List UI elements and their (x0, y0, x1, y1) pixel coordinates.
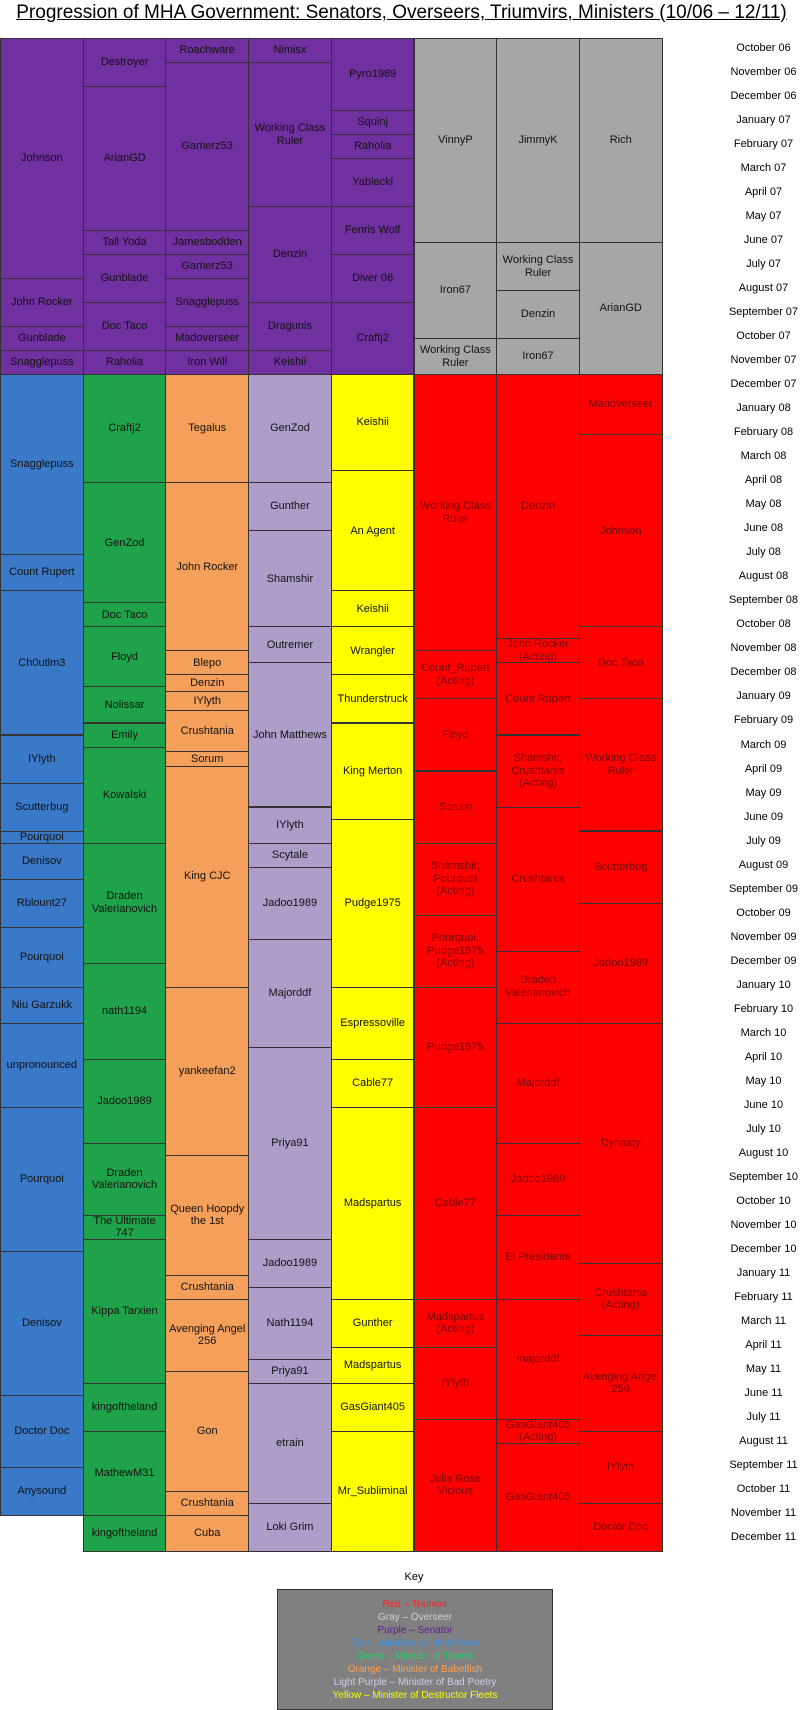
block-col5-3: Raholia (331, 134, 415, 159)
key-item: Red – Triumvir (382, 1599, 448, 1610)
month-label: July 07 (746, 258, 781, 271)
block-col6-3: Working Class Ruler (414, 338, 498, 375)
month-label: February 08 (733, 426, 794, 439)
block-col2-21: MathewM31 (83, 1431, 167, 1516)
block-col3-9: John Rocker (165, 482, 249, 651)
block-col4-10: John Matthews (248, 662, 332, 807)
block-col1-16: Pourquoi (0, 1107, 84, 1252)
block-col1-12: Rblount27 (0, 879, 84, 928)
block-col3-20: Gon (165, 1371, 249, 1492)
block-col2-3: Tall Yoda (83, 230, 167, 255)
block-col5-4: Yablecki (331, 158, 415, 207)
month-label: January 07 (736, 114, 791, 126)
block-col6-8: Shamshir, Pourquoi (Acting) (414, 843, 498, 916)
block-col5-17: Madspartus (331, 1107, 415, 1300)
block-col2-18: The Ultimate 747 (83, 1215, 167, 1240)
block-col5-20: GasGiant405 (331, 1383, 415, 1432)
month-label: January 11 (736, 1266, 791, 1279)
block-col5-11: Wrangler (331, 626, 415, 675)
block-col2-8: GenZod (83, 482, 167, 603)
block-col3-13: Crushtania (165, 710, 249, 752)
block-col2-13: Kowalski (83, 747, 167, 844)
block-col6-5: Count_Rupert (Acting) (414, 650, 498, 699)
block-col2-6: Raholia (83, 350, 167, 375)
block-col7-1: JimmyK (496, 38, 580, 243)
block-col6-1: VinnyP (414, 38, 498, 243)
month-label: March 09 (740, 738, 787, 751)
month-label: May 08 (745, 498, 782, 511)
block-col7-10: Draden Valerianovich (496, 951, 580, 1024)
block-col4-8: Shamshir (248, 530, 332, 627)
block-col5-2: Squinj (331, 110, 415, 135)
block-col8-8: Jadoo1989 (579, 903, 663, 1024)
month-label: June 07 (743, 234, 784, 247)
month-label: October 10 (736, 1194, 791, 1207)
block-col8-13: Doctor Doc (579, 1503, 663, 1552)
block-col8-12: IYlyth (579, 1431, 663, 1504)
block-col4-18: Priya91 (248, 1359, 332, 1384)
block-col7-13: El Presidente (496, 1215, 580, 1300)
month-label: February 09 (733, 714, 794, 727)
block-col5-13: King Merton (331, 723, 415, 820)
key-item: Gray – Overseer (378, 1612, 452, 1623)
month-label: June 08 (743, 522, 784, 535)
block-col2-4: Gunblade (83, 254, 167, 303)
block-col5-9: An Agent (331, 470, 415, 591)
block-col7-5: Denzin (496, 374, 580, 639)
month-label: November 09 (730, 930, 797, 943)
month-label: September 11 (729, 1458, 798, 1471)
month-label: April 08 (744, 474, 783, 487)
block-col4-6: GenZod (248, 374, 332, 483)
block-col4-15: Priya91 (248, 1047, 332, 1240)
block-col3-22: Cuba (165, 1515, 249, 1552)
block-col4-4: Dragunis (248, 302, 332, 351)
month-label: March 10 (740, 1026, 787, 1039)
block-col5-8: Keishii (331, 374, 415, 471)
block-col2-5: Doc Taco (83, 302, 167, 351)
block-col3-16: yankeefan2 (165, 987, 249, 1156)
key-item: Purple – Senator (377, 1625, 453, 1636)
key-item: Green – Minister of Towels (355, 1651, 475, 1662)
government-chart (0, 38, 723, 1551)
block-col2-19: Kippa Tarxien (83, 1239, 167, 1384)
block-col3-4: Gamerz53 (165, 254, 249, 279)
month-label: December 06 (730, 90, 797, 102)
block-col3-21: Crushtania (165, 1491, 249, 1516)
block-col4-19: etrain (248, 1383, 332, 1504)
block-col4-11: IYlyth (248, 807, 332, 844)
block-col6-10: Pudge1975 (414, 987, 498, 1108)
month-label: December 10 (730, 1242, 797, 1255)
block-col3-7: Iron Will (165, 350, 249, 375)
block-col4-13: Jadoo1989 (248, 867, 332, 940)
block-col1-5: Snagglepuss (0, 374, 84, 555)
block-col3-2: Gamerz53 (165, 62, 249, 231)
block-col3-17: Queen Hoopdy the 1st (165, 1155, 249, 1276)
block-col7-11: Majorddf (496, 1023, 580, 1144)
month-label: November 07 (730, 354, 797, 367)
block-col1-7: Ch0utlm3 (0, 590, 84, 735)
month-label: November 10 (730, 1218, 797, 1231)
block-col5-14: Pudge1975 (331, 819, 415, 988)
month-label: October 11 (736, 1483, 791, 1495)
block-col2-22: kingoftheland (83, 1515, 167, 1552)
month-label: March 11 (740, 1314, 787, 1327)
block-col6-11: Cable77 (414, 1107, 498, 1300)
block-col7-7: Count Rupert (496, 662, 580, 735)
month-label: January 10 (736, 978, 791, 991)
key-legend (277, 1589, 553, 1710)
block-col3-12: IYlyth (165, 691, 249, 711)
block-col8-4: Johnson (579, 434, 663, 627)
month-label: February 07 (733, 138, 794, 151)
block-col4-7: Gunther (248, 482, 332, 531)
month-label: October 08 (736, 618, 791, 631)
block-col8-11: Avenging Angel 256 (579, 1335, 663, 1432)
block-col5-21: Mr_Subliminal (331, 1431, 415, 1552)
month-label: July 10 (746, 1122, 781, 1135)
block-col4-1: Nimisx (248, 38, 332, 63)
month-label: September 08 (728, 594, 799, 607)
block-col2-10: Floyd (83, 626, 167, 687)
block-col1-9: Scutterbug (0, 783, 84, 832)
month-label: March 07 (740, 162, 787, 175)
block-col7-15: GasGiant405 (Acting) (496, 1419, 580, 1444)
block-col1-19: Anysound (0, 1467, 84, 1516)
block-col5-6: Diver 06 (331, 254, 415, 303)
block-col3-19: Avenging Angel 256 (165, 1299, 249, 1372)
block-col3-15: King CJC (165, 766, 249, 988)
block-col3-18: Crushtania (165, 1275, 249, 1300)
block-col3-6: Madoverseer (165, 326, 249, 351)
block-col1-4: Snagglepuss (0, 350, 84, 375)
month-label: June 10 (743, 1098, 784, 1111)
block-col8-6: Working Class Ruler (579, 698, 663, 831)
block-col5-12: Thunderstruck (331, 674, 415, 723)
month-label: August 09 (738, 858, 789, 871)
block-col8-9: Dynasty (579, 1023, 663, 1264)
block-col3-14: Sorum (165, 751, 249, 766)
block-col1-8: IYlyth (0, 735, 84, 784)
block-col4-14: Majorddf (248, 939, 332, 1048)
month-label: August 10 (738, 1146, 789, 1159)
block-col1-3: Gunblade (0, 326, 84, 351)
month-label: October 06 (736, 42, 791, 54)
month-label: May 07 (745, 210, 782, 223)
month-label: May 11 (745, 1362, 782, 1375)
block-col7-6: John Rocker (Acting) (496, 638, 580, 663)
block-col2-15: nath1194 (83, 963, 167, 1060)
month-label: May 10 (745, 1074, 782, 1087)
month-label: August 08 (738, 570, 789, 583)
month-label: June 11 (744, 1386, 783, 1399)
block-col7-12: Jadoo1989 (496, 1143, 580, 1216)
block-col1-2: John Rocker (0, 278, 84, 327)
block-col2-11: Nolissar (83, 686, 167, 723)
month-label: April 11 (745, 1338, 782, 1351)
block-col3-11: Denzin (165, 674, 249, 692)
block-col5-16: Cable77 (331, 1059, 415, 1108)
block-col7-2: Working Class Ruler (496, 242, 580, 291)
block-col3-5: Snagglepuss (165, 278, 249, 327)
block-col8-5: Doc Taco (579, 626, 663, 699)
block-col5-15: Espressoville (331, 987, 415, 1060)
key-label: Key (404, 1571, 424, 1583)
key-item: Orange – Minister of Babelfish (347, 1664, 483, 1675)
block-col1-15: unpronounced (0, 1023, 84, 1108)
month-label: November 11 (730, 1507, 797, 1519)
month-label: June 09 (743, 810, 784, 823)
block-col4-16: Jadoo1989 (248, 1239, 332, 1288)
month-label: April 07 (744, 186, 783, 199)
block-col4-2: Working Class Ruler (248, 62, 332, 207)
month-label: July 08 (746, 546, 781, 559)
block-col1-6: Count Rupert (0, 554, 84, 591)
block-col2-16: Jadoo1989 (83, 1059, 167, 1144)
month-label: January 08 (736, 402, 791, 415)
month-label: October 09 (736, 906, 791, 919)
month-label: August 07 (738, 282, 789, 295)
key-item: Yellow – Minister of Destructor Fleets (332, 1690, 498, 1701)
block-col6-6: Floyd (414, 698, 498, 771)
block-col7-16: GasGiant405 (496, 1443, 580, 1552)
month-label: March 08 (740, 450, 787, 463)
block-col4-20: Loki Grim (248, 1503, 332, 1552)
block-col6-12: Madspartus (Acting) (414, 1299, 498, 1348)
block-col2-17: Draden Valerianovich (83, 1143, 167, 1216)
block-col1-13: Pourquoi (0, 927, 84, 988)
block-col2-1: Destroyer (83, 38, 167, 87)
block-col4-17: Nath1194 (248, 1287, 332, 1360)
chart-title: Progression of MHA Government: Senators, Overseers, Triumvirs, Ministers (10/06 – 12/11) (16, 2, 787, 23)
block-col1-11: Denisov (0, 843, 84, 880)
block-col3-8: Tegalus (165, 374, 249, 483)
block-col4-12: Scytale (248, 843, 332, 868)
block-col2-14: Draden Valerianovich (83, 843, 167, 964)
key-item: Light Purple – Minister of Bad Poetry (333, 1677, 497, 1688)
block-col2-2: ArianGD (83, 86, 167, 231)
block-col5-1: Pyro1989 (331, 38, 415, 111)
block-col3-3: Jamesbodden (165, 230, 249, 255)
block-col5-7: Craftj2 (331, 302, 415, 375)
month-label: April 10 (744, 1050, 783, 1063)
block-col5-10: Keishii (331, 590, 415, 627)
block-col7-8: Shamshir, Crushtania (Acting) (496, 735, 580, 808)
block-col3-10: Blepo (165, 650, 249, 675)
month-label: December 11 (730, 1531, 797, 1543)
month-label: January 09 (736, 690, 791, 703)
block-col8-2: ArianGD (579, 242, 663, 375)
block-col7-9: Crushtania (496, 807, 580, 952)
block-col8-3: Madoverseer (579, 374, 663, 435)
month-label: October 07 (736, 330, 791, 343)
block-col6-13: IYlyth (414, 1347, 498, 1420)
block-col6-2: Iron67 (414, 242, 498, 339)
block-col1-14: Niu Garzukk (0, 987, 84, 1024)
block-col5-5: Fenris Wolf (331, 206, 415, 255)
month-label: July 09 (746, 834, 781, 847)
block-col8-7: Scutterbug (579, 831, 663, 904)
block-col4-5: Keishii (248, 350, 332, 375)
block-col6-14: Julia Rose Vicious (414, 1419, 498, 1552)
month-label: September 07 (728, 306, 799, 319)
block-col1-18: Doctor Doc (0, 1395, 84, 1468)
month-label: December 07 (730, 378, 797, 391)
block-col7-3: Denzin (496, 290, 580, 339)
block-col4-3: Denzin (248, 206, 332, 303)
block-col2-12: Emily (83, 723, 167, 748)
block-col3-1: Roachware (165, 38, 249, 63)
block-col2-7: Craftj2 (83, 374, 167, 483)
block-col7-4: Iron67 (496, 338, 580, 375)
month-label: July 11 (746, 1410, 781, 1423)
block-col5-19: Madspartus (331, 1347, 415, 1384)
month-label: November 06 (730, 66, 797, 78)
month-label: September 09 (728, 882, 799, 895)
block-col8-10: Crushtania (Acting) (579, 1263, 663, 1336)
key-item: Blue – Minister of Hitchhikers (350, 1638, 480, 1649)
month-label: December 09 (730, 954, 797, 967)
block-col8-1: Rich (579, 38, 663, 243)
month-label: February 10 (733, 1002, 794, 1015)
month-label: February 11 (734, 1290, 793, 1303)
month-label: April 09 (744, 762, 783, 775)
block-col6-9: Pourquoi, Pudge1975 (Acting) (414, 915, 498, 988)
block-col1-17: Denisov (0, 1251, 84, 1396)
month-label: May 09 (745, 786, 782, 799)
block-col1-10: Pourquoi (0, 831, 84, 844)
block-col7-14: majorddf (496, 1299, 580, 1420)
block-col2-9: Doc Taco (83, 602, 167, 627)
month-label: December 08 (730, 666, 797, 679)
block-col5-18: Gunther (331, 1299, 415, 1348)
block-col2-20: kingoftheland (83, 1383, 167, 1432)
block-col6-7: Sorum (414, 771, 498, 844)
month-label: November 08 (730, 642, 797, 655)
month-label: August 11 (739, 1434, 788, 1447)
month-label: September 10 (728, 1170, 799, 1183)
block-col1-1: Johnson (0, 38, 84, 279)
block-col4-9: Outremer (248, 626, 332, 663)
block-col6-4: Working Class Ruler (414, 374, 498, 651)
